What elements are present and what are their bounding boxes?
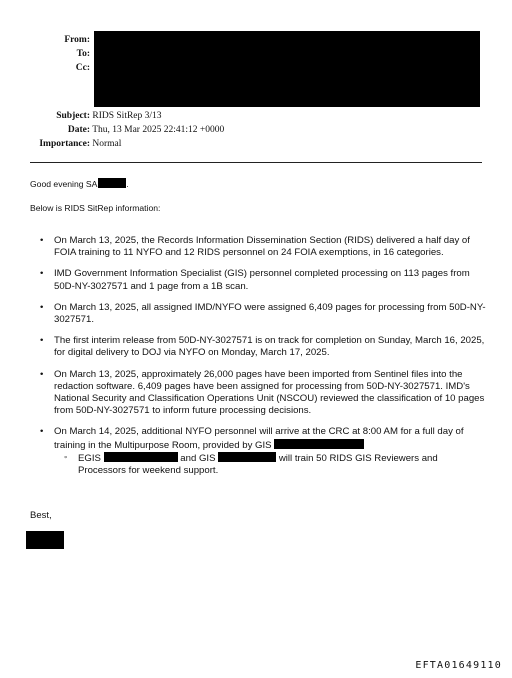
list-item: • On March 13, 2025, all assigned IMD/NYFO were assigned 6,409 pages for processing from 50D-NY-3027571. <box>30 302 486 326</box>
list-item: • The first interim release from 50D-NY-3027571 is on track for completion on Sunday, March 16, 2025, for digital delivery to DOJ via NYFO on Monday, March 17, 2025. <box>30 335 486 359</box>
egis-name-redaction <box>104 452 178 462</box>
sub-text-egis: EGIS <box>78 452 101 464</box>
from-row <box>40 34 90 47</box>
list-item-training <box>30 426 486 477</box>
date-value: Thu, 13 Mar 2025 22:41:12 +0000 <box>92 125 225 135</box>
from-label: From: <box>64 35 90 45</box>
gis-name-redaction-2 <box>218 452 276 462</box>
cc-label: Cc: <box>75 63 90 73</box>
training-text: On March 14, 2025, additional NYFO personnel will arrive at the CRC at 8:00 AM for a full day of training in the Multipurpose Room, provided by GIS <box>54 426 464 451</box>
date-row <box>40 124 224 137</box>
signature-redaction <box>26 531 64 549</box>
list-item: • IMD Government Information Specialist (GIS) personnel completed processing on 113 pages from 50D-NY-3027571 and 1 page from a 1B scan. <box>30 268 486 292</box>
name-redaction <box>98 178 129 189</box>
to-row <box>40 48 90 61</box>
to-label: To: <box>76 49 90 59</box>
cc-row <box>40 62 90 75</box>
sitrep-bullet-list <box>30 235 486 486</box>
subject-value: RIDS SitRep 3/13 <box>92 111 162 121</box>
sub-text-gis: and GIS <box>180 452 216 464</box>
importance-label: Importance: <box>39 139 90 149</box>
subject-label: Subject: <box>56 111 90 121</box>
date-label: Date: <box>67 125 90 135</box>
gis-name-redaction <box>274 439 364 449</box>
recipients-redaction <box>94 31 480 107</box>
intro-line: Below is RIDS SitRep information: <box>30 203 161 213</box>
list-item: • On March 13, 2025, the Records Information Dissemination Section (RIDS) delivered a half day of FOIA training to 11 NYFO and 12 RIDS personnel on 24 FOIA exemptions, in 16 categories. <box>30 235 486 259</box>
importance-value: Normal <box>92 139 122 149</box>
subject-row <box>40 110 162 123</box>
header-divider <box>30 162 482 163</box>
sub-text-train: will train 50 RIDS GIS Reviewers and Processors for weekend support. <box>78 452 438 477</box>
greeting-text: Good evening SA <box>30 179 98 189</box>
greeting-line <box>30 178 129 190</box>
document-id: EFTA01649110 <box>415 660 502 671</box>
importance-row <box>24 138 121 151</box>
greeting-end: . <box>126 179 129 189</box>
sub-list-item <box>54 452 486 477</box>
closing-text: Best, <box>30 510 52 521</box>
list-item: • On March 13, 2025, approximately 26,000 pages have been imported from Sentinel files into the redaction software. 6,409 pages have been assigned for processing from 50D-NY-3027571. IMD's National Security and Classification Operations Unit (NSCOU) reviewed the classification of 10 pages from 50D-NY-3027571 to inform future processing decisions. <box>30 369 486 418</box>
